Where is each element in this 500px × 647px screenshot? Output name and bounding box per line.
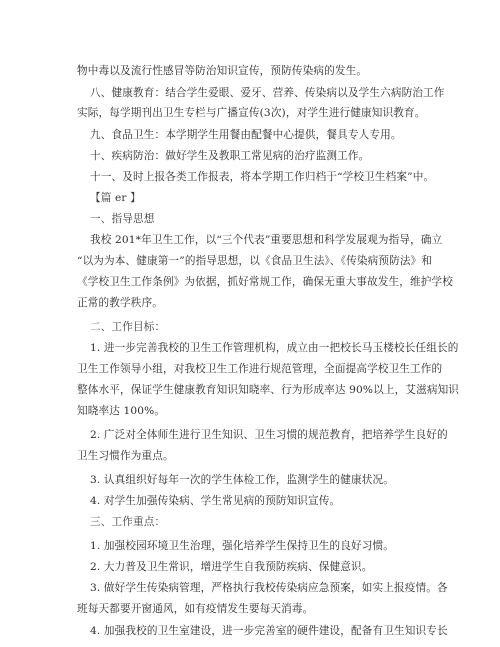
paragraph-line: 班每天都要开窗通风，如有疫情发生要每天消毒。 <box>77 603 314 615</box>
paragraph-line: 2. 广泛对全体师生进行卫生知识、卫生习惯的规范教育，把培养学生良好的 <box>90 429 448 441</box>
paragraph-line: 2. 大力普及卫生常识，增进学生自我预防疾病、保健意识。 <box>90 561 373 573</box>
paragraph-line: 整体水平，保证学生健康教育知识知晓率、行为形成率达 90%以上，艾滋病知识 <box>77 384 460 396</box>
paragraph-line: 十、疾病防治：做好学生及教职工常见病的治疗监测工作。 <box>90 150 370 162</box>
paragraph-line: 九、食品卫生：本学期学生用餐由配餐中心提供，餐具专人专用。 <box>90 129 402 141</box>
paragraph-line: “以为为本、健康第一”的指导思想，以《食品卫生法》、《传染病预防法》和 <box>77 255 433 267</box>
paragraph-line: 卫生工作领导小组，对我校卫生工作进行规范管理，全面提高学校卫生工作的 <box>77 363 443 375</box>
paragraph-line: 卫生习惯作为重点。 <box>77 450 174 462</box>
paragraph-line: 1. 加强校园环境卫生治理，强化培养学生保持卫生的良好习惯。 <box>90 540 395 552</box>
paragraph-line: 1. 进一步完善我校的卫生工作管理机构，成立由一把校长马玉楼校长任组长的 <box>90 342 459 354</box>
paragraph-line: 3. 认真组织好每年一次的学生体检工作，监测学生的健康状况。 <box>90 474 395 486</box>
paragraph-line: 《学校卫生工作条例》为依据，抓好常规工作，确保无重大事故发生，维护学校 <box>77 276 454 288</box>
paragraph-line: 八、健康教育：结合学生爱眼、爱牙、营养、传染病以及学生六病防治工作 <box>90 87 445 99</box>
paragraph-line: 正常的教学秩序。 <box>77 297 163 309</box>
paragraph-line: 4. 加强我校的卫生室建设，进一步完善室的硬件建设，配备有卫生知识专长 <box>90 625 448 637</box>
paragraph-line: 我校 201*年卫生工作，以“三个代表”重要思想和科学发展观为指导，确立 <box>90 234 443 246</box>
section-heading: 二、工作目标： <box>90 321 166 333</box>
paragraph-line: 十一、及时上报各类工作报表，将本学期工作归档于“学校卫生档案”中。 <box>90 171 435 183</box>
section-heading: 三、工作重点： <box>90 516 166 528</box>
paragraph-line: 知晓率达 100%。 <box>77 405 166 417</box>
paragraph-line: 物中毒以及流行性感冒等防治知识宣传，预防传染病的发生。 <box>77 65 368 77</box>
section-heading: 一、指导思想 <box>90 213 155 225</box>
paragraph-line: 3. 做好学生传染病管理，严格执行我校传染病应急预案，如实上报疫情。各 <box>90 582 448 594</box>
paragraph-line: 4. 对学生加强传染病、学生常见病的预防知识宣传。 <box>90 495 341 507</box>
paragraph-line: 实际，每学期刊出卫生专栏与广播宣传(3次)，对学生进行健康知识教育。 <box>77 107 426 119</box>
section-marker: 【篇 er 】 <box>90 192 141 204</box>
